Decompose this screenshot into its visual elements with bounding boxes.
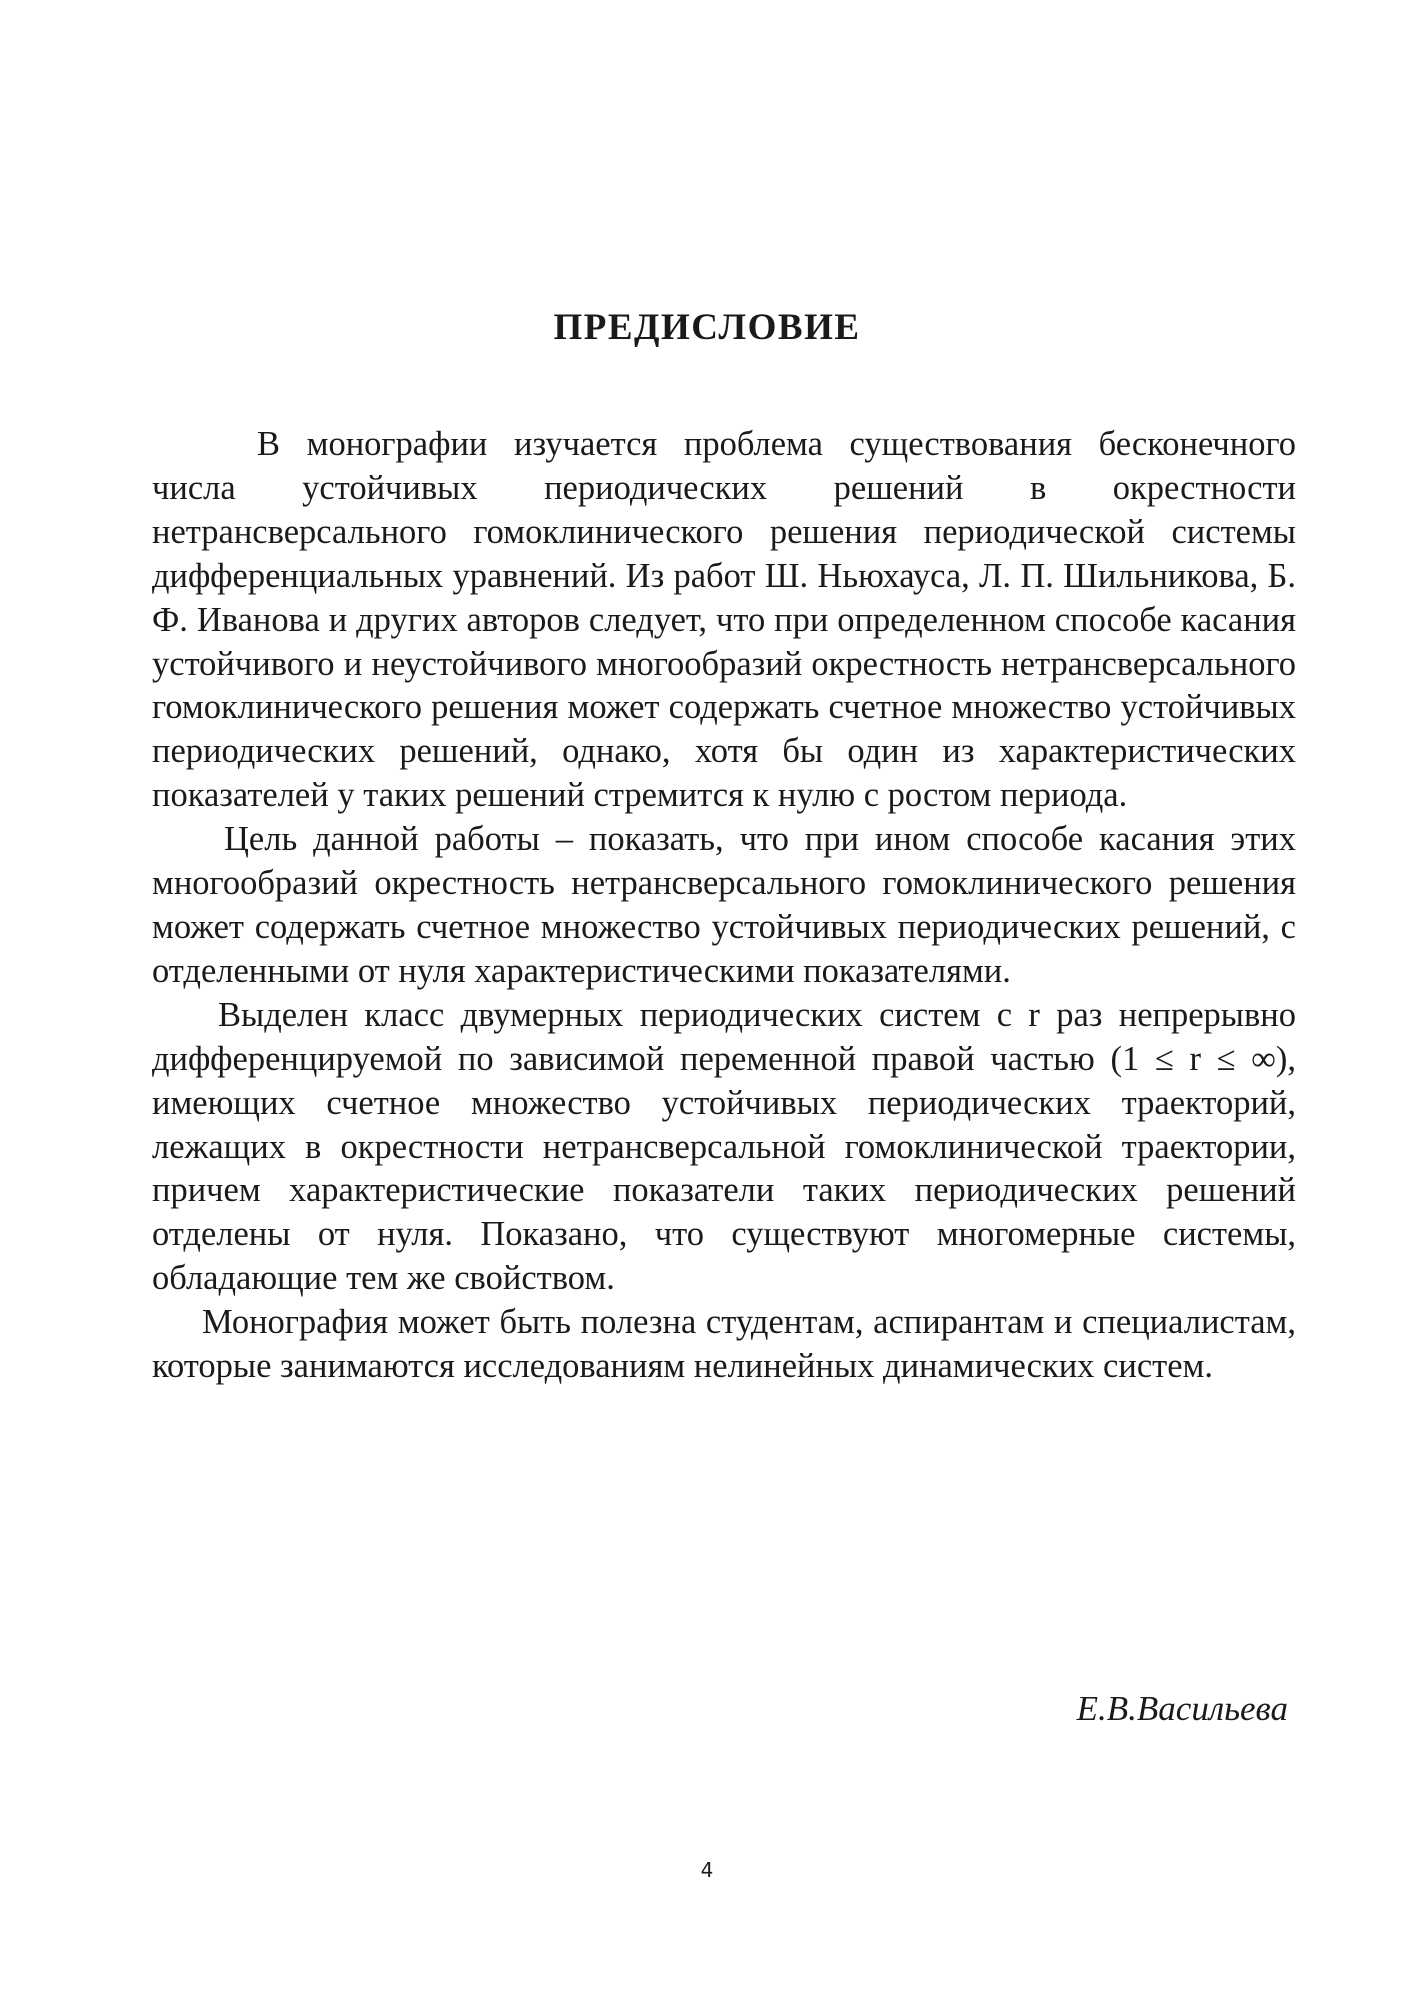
paragraph-2: Цель данной работы – показать, что при ином способе касания этих многообразий окрестность нетрансверсального гомоклинического решения может содержать счетное множество устойчивых периодических решений, с отделенными от нуля характеристическими показателями. — [152, 820, 1296, 990]
paragraph-4: Монография может быть полезна студентам, аспирантам и специалистам, которые занимаются исследованиям нелинейных динамических систем. — [152, 1303, 1296, 1386]
preface-body — [152, 423, 1296, 1389]
paragraph-1: В монографии изучается проблема существования бесконечного числа устойчивых периодических решений в окрестности нетрансверсального гомоклинического решения периодической системы дифференциальных уравнений. Из работ Ш. Ньюхауса, Л. П. Шильникова, Б. Ф. Иванова и других авторов следует, что при определенном способе касания устойчивого и неустойчивого многообразий окрестность нетрансверсального гомоклинического решения может содержать счетное множество устойчивых периодических решений, однако, хотя бы один из характеристических показателей у таких решений стремится к нулю с ростом периода. — [152, 425, 1296, 815]
page-title: ПРЕДИСЛОВИЕ — [553, 307, 861, 348]
page-number: 4 — [700, 1858, 714, 1882]
paragraph-3: Выделен класс двумерных периодических систем с r раз непрерывно дифференцируемой по зависимой переменной правой частью (1 ≤ r ≤ ∞), имеющих счетное множество устойчивых периодических траекторий, лежащих в окрестности нетрансверсальной гомоклинической траектории, причем характеристические показатели таких периодических решений отделены от нуля. Показано, что существуют многомерные системы, обладающие тем же свойством. — [152, 995, 1296, 1298]
author-signature: Е.В.Васильева — [1076, 1689, 1288, 1728]
